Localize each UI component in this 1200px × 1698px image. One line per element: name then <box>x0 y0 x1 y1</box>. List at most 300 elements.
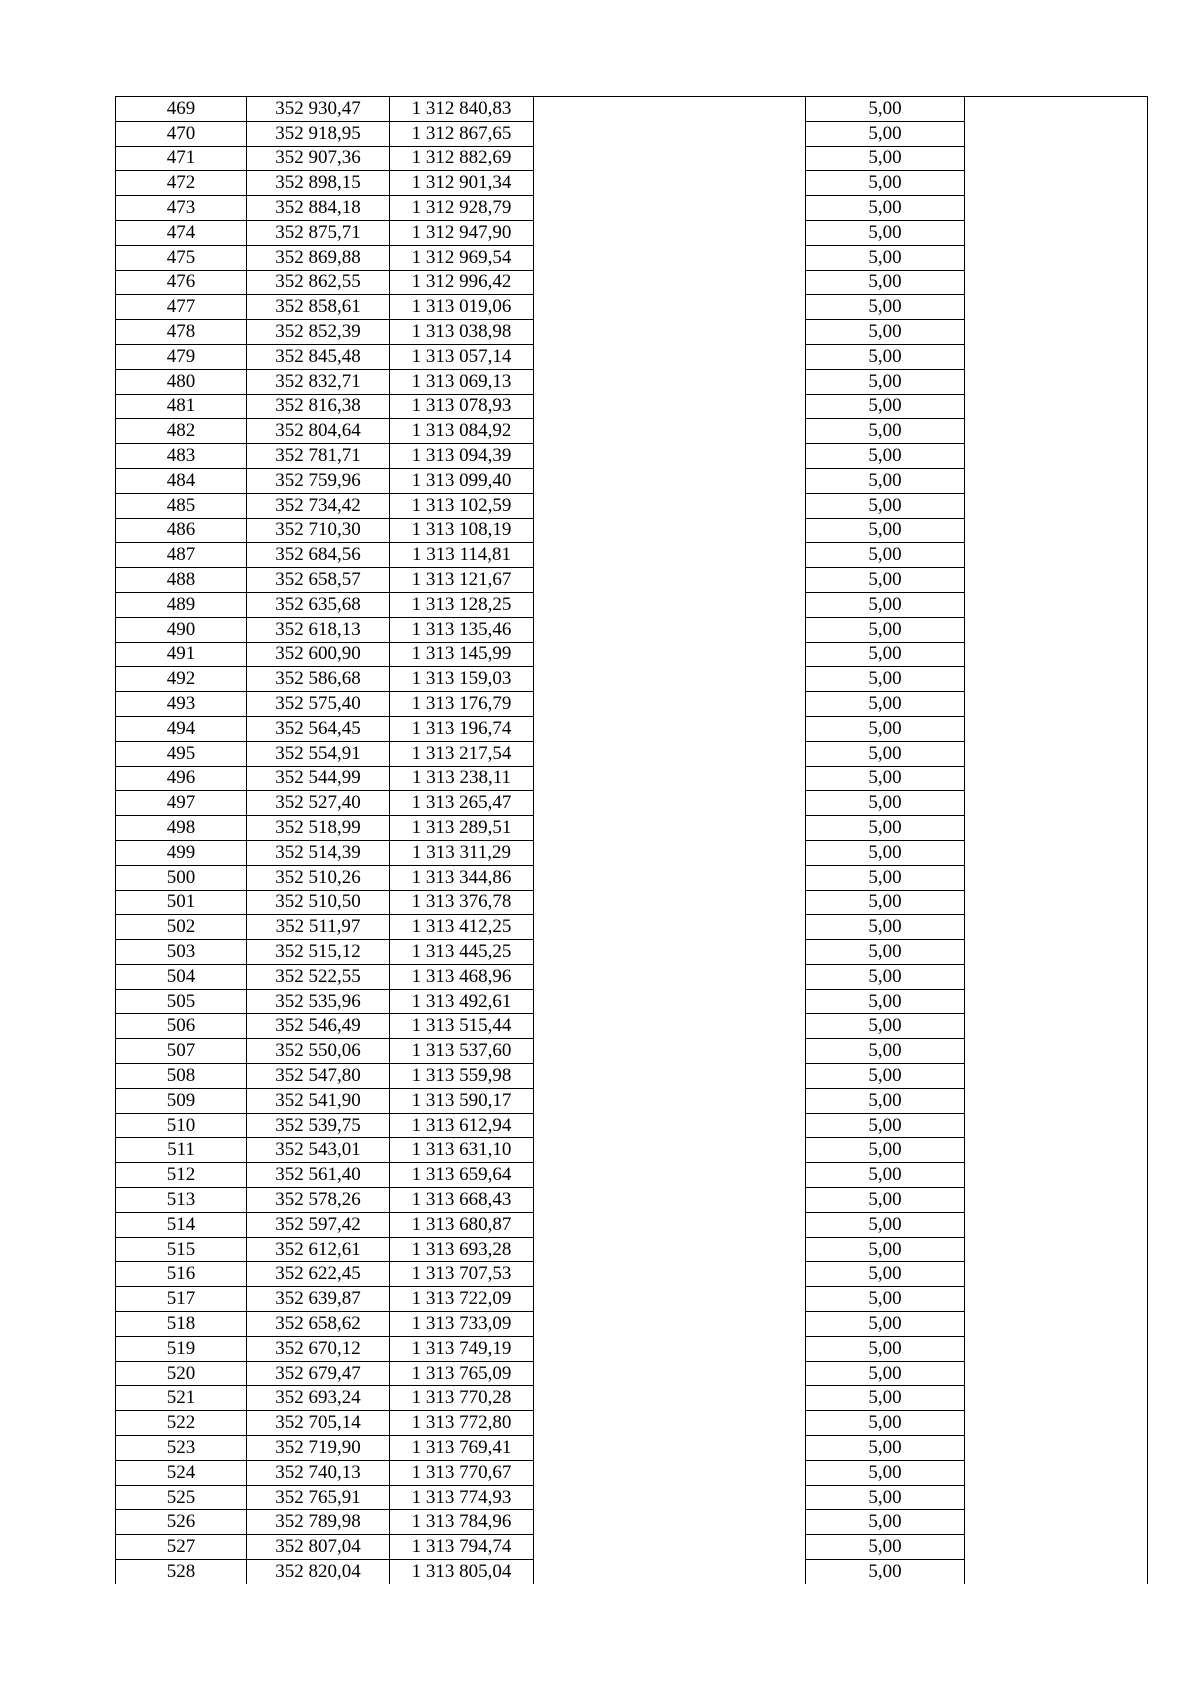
y-coordinate-cell: 1 313 765,09 <box>390 1361 534 1386</box>
distance-cell: 5,00 <box>806 419 965 444</box>
table-row <box>116 1485 1148 1510</box>
point-number-cell: 527 <box>116 1535 247 1560</box>
point-number-cell: 523 <box>116 1436 247 1461</box>
table-row <box>116 171 1148 196</box>
x-coordinate-cell: 352 858,61 <box>247 295 390 320</box>
table-row <box>116 1262 1148 1287</box>
distance-cell: 5,00 <box>806 543 965 568</box>
y-coordinate-cell: 1 313 774,93 <box>390 1485 534 1510</box>
y-coordinate-cell: 1 313 108,19 <box>390 518 534 543</box>
point-number-cell: 503 <box>116 940 247 965</box>
point-number-cell: 511 <box>116 1138 247 1163</box>
y-coordinate-cell: 1 313 311,29 <box>390 840 534 865</box>
table-row <box>116 1287 1148 1312</box>
table-row <box>116 940 1148 965</box>
empty-cell <box>534 989 806 1014</box>
y-coordinate-cell: 1 312 901,34 <box>390 171 534 196</box>
distance-cell: 5,00 <box>806 1535 965 1560</box>
empty-cell <box>965 840 1148 865</box>
table-row <box>116 295 1148 320</box>
distance-cell: 5,00 <box>806 146 965 171</box>
point-number-cell: 485 <box>116 493 247 518</box>
empty-cell <box>965 518 1148 543</box>
table-row <box>116 1014 1148 1039</box>
point-number-cell: 480 <box>116 369 247 394</box>
x-coordinate-cell: 352 600,90 <box>247 642 390 667</box>
empty-cell <box>534 543 806 568</box>
point-number-cell: 498 <box>116 816 247 841</box>
point-number-cell: 508 <box>116 1064 247 1089</box>
table-row <box>116 543 1148 568</box>
distance-cell: 5,00 <box>806 121 965 146</box>
table-row <box>116 1560 1148 1584</box>
y-coordinate-cell: 1 313 057,14 <box>390 344 534 369</box>
x-coordinate-cell: 352 550,06 <box>247 1039 390 1064</box>
y-coordinate-cell: 1 313 492,61 <box>390 989 534 1014</box>
x-coordinate-cell: 352 719,90 <box>247 1436 390 1461</box>
table-row <box>116 915 1148 940</box>
empty-cell <box>534 1436 806 1461</box>
y-coordinate-cell: 1 313 019,06 <box>390 295 534 320</box>
point-number-cell: 488 <box>116 568 247 593</box>
y-coordinate-cell: 1 313 537,60 <box>390 1039 534 1064</box>
empty-cell <box>534 568 806 593</box>
point-number-cell: 513 <box>116 1188 247 1213</box>
x-coordinate-cell: 352 515,12 <box>247 940 390 965</box>
y-coordinate-cell: 1 313 038,98 <box>390 320 534 345</box>
empty-cell <box>965 493 1148 518</box>
y-coordinate-cell: 1 313 344,86 <box>390 865 534 890</box>
empty-cell <box>965 1336 1148 1361</box>
empty-cell <box>965 940 1148 965</box>
x-coordinate-cell: 352 869,88 <box>247 245 390 270</box>
table-row <box>116 592 1148 617</box>
y-coordinate-cell: 1 313 659,64 <box>390 1163 534 1188</box>
table-row <box>116 1039 1148 1064</box>
empty-cell <box>965 568 1148 593</box>
table-row <box>116 245 1148 270</box>
empty-cell <box>534 1287 806 1312</box>
y-coordinate-cell: 1 313 733,09 <box>390 1312 534 1337</box>
point-number-cell: 512 <box>116 1163 247 1188</box>
table-row <box>116 568 1148 593</box>
distance-cell: 5,00 <box>806 1336 965 1361</box>
y-coordinate-cell: 1 313 217,54 <box>390 741 534 766</box>
table-row <box>116 667 1148 692</box>
table-row <box>116 1188 1148 1213</box>
empty-cell <box>534 766 806 791</box>
empty-cell <box>534 1212 806 1237</box>
empty-cell <box>965 1560 1148 1584</box>
distance-cell: 5,00 <box>806 1138 965 1163</box>
empty-cell <box>965 543 1148 568</box>
distance-cell: 5,00 <box>806 97 965 122</box>
x-coordinate-cell: 352 612,61 <box>247 1237 390 1262</box>
empty-cell <box>534 1560 806 1584</box>
x-coordinate-cell: 352 547,80 <box>247 1064 390 1089</box>
x-coordinate-cell: 352 635,68 <box>247 592 390 617</box>
distance-cell: 5,00 <box>806 716 965 741</box>
empty-cell <box>965 1212 1148 1237</box>
table-row <box>116 196 1148 221</box>
y-coordinate-cell: 1 313 078,93 <box>390 394 534 419</box>
x-coordinate-cell: 352 670,12 <box>247 1336 390 1361</box>
x-coordinate-cell: 352 820,04 <box>247 1560 390 1584</box>
point-number-cell: 481 <box>116 394 247 419</box>
empty-cell <box>534 964 806 989</box>
table-row <box>116 692 1148 717</box>
empty-cell <box>534 592 806 617</box>
empty-cell <box>965 716 1148 741</box>
x-coordinate-cell: 352 543,01 <box>247 1138 390 1163</box>
point-number-cell: 496 <box>116 766 247 791</box>
point-number-cell: 489 <box>116 592 247 617</box>
distance-cell: 5,00 <box>806 642 965 667</box>
x-coordinate-cell: 352 740,13 <box>247 1460 390 1485</box>
distance-cell: 5,00 <box>806 1088 965 1113</box>
empty-cell <box>965 741 1148 766</box>
empty-cell <box>534 419 806 444</box>
empty-cell <box>534 1113 806 1138</box>
table-row <box>116 1386 1148 1411</box>
distance-cell: 5,00 <box>806 816 965 841</box>
x-coordinate-cell: 352 845,48 <box>247 344 390 369</box>
empty-cell <box>965 1138 1148 1163</box>
empty-cell <box>534 840 806 865</box>
x-coordinate-cell: 352 586,68 <box>247 667 390 692</box>
point-number-cell: 484 <box>116 468 247 493</box>
y-coordinate-cell: 1 313 722,09 <box>390 1287 534 1312</box>
y-coordinate-cell: 1 313 612,94 <box>390 1113 534 1138</box>
empty-cell <box>965 642 1148 667</box>
empty-cell <box>534 692 806 717</box>
y-coordinate-cell: 1 313 099,40 <box>390 468 534 493</box>
empty-cell <box>965 890 1148 915</box>
empty-cell <box>965 1386 1148 1411</box>
table-row <box>116 97 1148 122</box>
empty-cell <box>534 320 806 345</box>
table-row <box>116 220 1148 245</box>
empty-cell <box>534 1188 806 1213</box>
distance-cell: 5,00 <box>806 1237 965 1262</box>
table-row <box>116 816 1148 841</box>
y-coordinate-cell: 1 313 680,87 <box>390 1212 534 1237</box>
point-number-cell: 510 <box>116 1113 247 1138</box>
x-coordinate-cell: 352 875,71 <box>247 220 390 245</box>
x-coordinate-cell: 352 907,36 <box>247 146 390 171</box>
point-number-cell: 504 <box>116 964 247 989</box>
table-row <box>116 1411 1148 1436</box>
empty-cell <box>534 741 806 766</box>
empty-cell <box>534 1237 806 1262</box>
y-coordinate-cell: 1 313 114,81 <box>390 543 534 568</box>
empty-cell <box>965 791 1148 816</box>
empty-cell <box>965 121 1148 146</box>
empty-cell <box>534 617 806 642</box>
point-number-cell: 499 <box>116 840 247 865</box>
coordinates-table-body <box>116 97 1148 1584</box>
empty-cell <box>534 1039 806 1064</box>
distance-cell: 5,00 <box>806 890 965 915</box>
distance-cell: 5,00 <box>806 1163 965 1188</box>
empty-cell <box>534 1336 806 1361</box>
empty-cell <box>534 1510 806 1535</box>
y-coordinate-cell: 1 313 805,04 <box>390 1560 534 1584</box>
empty-cell <box>534 295 806 320</box>
empty-cell <box>965 915 1148 940</box>
empty-cell <box>965 171 1148 196</box>
table-row <box>116 741 1148 766</box>
distance-cell: 5,00 <box>806 518 965 543</box>
empty-cell <box>965 295 1148 320</box>
x-coordinate-cell: 352 918,95 <box>247 121 390 146</box>
x-coordinate-cell: 352 930,47 <box>247 97 390 122</box>
distance-cell: 5,00 <box>806 1510 965 1535</box>
x-coordinate-cell: 352 518,99 <box>247 816 390 841</box>
point-number-cell: 509 <box>116 1088 247 1113</box>
empty-cell <box>965 667 1148 692</box>
x-coordinate-cell: 352 807,04 <box>247 1535 390 1560</box>
point-number-cell: 506 <box>116 1014 247 1039</box>
empty-cell <box>965 196 1148 221</box>
point-number-cell: 472 <box>116 171 247 196</box>
y-coordinate-cell: 1 313 176,79 <box>390 692 534 717</box>
y-coordinate-cell: 1 313 668,43 <box>390 1188 534 1213</box>
y-coordinate-cell: 1 313 102,59 <box>390 493 534 518</box>
empty-cell <box>534 518 806 543</box>
point-number-cell: 492 <box>116 667 247 692</box>
y-coordinate-cell: 1 313 094,39 <box>390 444 534 469</box>
empty-cell <box>534 642 806 667</box>
empty-cell <box>965 1485 1148 1510</box>
point-number-cell: 516 <box>116 1262 247 1287</box>
point-number-cell: 477 <box>116 295 247 320</box>
empty-cell <box>534 1262 806 1287</box>
point-number-cell: 526 <box>116 1510 247 1535</box>
distance-cell: 5,00 <box>806 915 965 940</box>
empty-cell <box>965 369 1148 394</box>
y-coordinate-cell: 1 313 128,25 <box>390 592 534 617</box>
distance-cell: 5,00 <box>806 1014 965 1039</box>
point-number-cell: 515 <box>116 1237 247 1262</box>
table-row <box>116 468 1148 493</box>
point-number-cell: 505 <box>116 989 247 1014</box>
table-row <box>116 146 1148 171</box>
table-row <box>116 1336 1148 1361</box>
distance-cell: 5,00 <box>806 295 965 320</box>
distance-cell: 5,00 <box>806 1411 965 1436</box>
table-row <box>116 865 1148 890</box>
point-number-cell: 528 <box>116 1560 247 1584</box>
y-coordinate-cell: 1 313 770,28 <box>390 1386 534 1411</box>
x-coordinate-cell: 352 765,91 <box>247 1485 390 1510</box>
point-number-cell: 476 <box>116 270 247 295</box>
empty-cell <box>965 1163 1148 1188</box>
table-row <box>116 890 1148 915</box>
y-coordinate-cell: 1 313 749,19 <box>390 1336 534 1361</box>
empty-cell <box>965 394 1148 419</box>
table-row <box>116 1237 1148 1262</box>
y-coordinate-cell: 1 313 590,17 <box>390 1088 534 1113</box>
distance-cell: 5,00 <box>806 592 965 617</box>
table-row <box>116 419 1148 444</box>
distance-cell: 5,00 <box>806 1436 965 1461</box>
table-row <box>116 369 1148 394</box>
empty-cell <box>965 320 1148 345</box>
y-coordinate-cell: 1 313 135,46 <box>390 617 534 642</box>
point-number-cell: 502 <box>116 915 247 940</box>
table-row <box>116 1535 1148 1560</box>
point-number-cell: 522 <box>116 1411 247 1436</box>
point-number-cell: 483 <box>116 444 247 469</box>
x-coordinate-cell: 352 862,55 <box>247 270 390 295</box>
empty-cell <box>534 890 806 915</box>
x-coordinate-cell: 352 781,71 <box>247 444 390 469</box>
empty-cell <box>965 1411 1148 1436</box>
point-number-cell: 470 <box>116 121 247 146</box>
distance-cell: 5,00 <box>806 1212 965 1237</box>
y-coordinate-cell: 1 313 412,25 <box>390 915 534 940</box>
empty-cell <box>965 468 1148 493</box>
empty-cell <box>534 667 806 692</box>
distance-cell: 5,00 <box>806 667 965 692</box>
empty-cell <box>534 1312 806 1337</box>
distance-cell: 5,00 <box>806 444 965 469</box>
empty-cell <box>534 1163 806 1188</box>
empty-cell <box>534 270 806 295</box>
x-coordinate-cell: 352 898,15 <box>247 171 390 196</box>
empty-cell <box>534 816 806 841</box>
distance-cell: 5,00 <box>806 1560 965 1584</box>
x-coordinate-cell: 352 693,24 <box>247 1386 390 1411</box>
empty-cell <box>534 196 806 221</box>
table-row <box>116 642 1148 667</box>
table-row <box>116 1088 1148 1113</box>
table-row <box>116 1138 1148 1163</box>
y-coordinate-cell: 1 313 238,11 <box>390 766 534 791</box>
empty-cell <box>965 1188 1148 1213</box>
empty-cell <box>534 245 806 270</box>
point-number-cell: 486 <box>116 518 247 543</box>
x-coordinate-cell: 352 684,56 <box>247 543 390 568</box>
point-number-cell: 475 <box>116 245 247 270</box>
table-row <box>116 964 1148 989</box>
empty-cell <box>534 220 806 245</box>
distance-cell: 5,00 <box>806 270 965 295</box>
empty-cell <box>965 245 1148 270</box>
distance-cell: 5,00 <box>806 1361 965 1386</box>
y-coordinate-cell: 1 313 559,98 <box>390 1064 534 1089</box>
point-number-cell: 478 <box>116 320 247 345</box>
empty-cell <box>965 1510 1148 1535</box>
empty-cell <box>534 1088 806 1113</box>
point-number-cell: 471 <box>116 146 247 171</box>
empty-cell <box>534 121 806 146</box>
x-coordinate-cell: 352 544,99 <box>247 766 390 791</box>
y-coordinate-cell: 1 313 631,10 <box>390 1138 534 1163</box>
point-number-cell: 525 <box>116 1485 247 1510</box>
point-number-cell: 474 <box>116 220 247 245</box>
empty-cell <box>965 146 1148 171</box>
point-number-cell: 497 <box>116 791 247 816</box>
y-coordinate-cell: 1 312 867,65 <box>390 121 534 146</box>
empty-cell <box>534 1138 806 1163</box>
x-coordinate-cell: 352 510,50 <box>247 890 390 915</box>
distance-cell: 5,00 <box>806 369 965 394</box>
table-row <box>116 1064 1148 1089</box>
empty-cell <box>534 97 806 122</box>
x-coordinate-cell: 352 514,39 <box>247 840 390 865</box>
point-number-cell: 520 <box>116 1361 247 1386</box>
point-number-cell: 517 <box>116 1287 247 1312</box>
x-coordinate-cell: 352 510,26 <box>247 865 390 890</box>
distance-cell: 5,00 <box>806 964 965 989</box>
empty-cell <box>965 97 1148 122</box>
empty-cell <box>965 617 1148 642</box>
table-row <box>116 444 1148 469</box>
empty-cell <box>534 146 806 171</box>
table-row <box>116 1212 1148 1237</box>
distance-cell: 5,00 <box>806 1485 965 1510</box>
distance-cell: 5,00 <box>806 1287 965 1312</box>
table-row <box>116 394 1148 419</box>
empty-cell <box>965 1436 1148 1461</box>
empty-cell <box>965 419 1148 444</box>
empty-cell <box>965 444 1148 469</box>
point-number-cell: 469 <box>116 97 247 122</box>
table-row <box>116 766 1148 791</box>
point-number-cell: 493 <box>116 692 247 717</box>
x-coordinate-cell: 352 618,13 <box>247 617 390 642</box>
x-coordinate-cell: 352 541,90 <box>247 1088 390 1113</box>
x-coordinate-cell: 352 734,42 <box>247 493 390 518</box>
y-coordinate-cell: 1 312 840,83 <box>390 97 534 122</box>
empty-cell <box>965 1064 1148 1089</box>
distance-cell: 5,00 <box>806 692 965 717</box>
empty-cell <box>534 171 806 196</box>
distance-cell: 5,00 <box>806 171 965 196</box>
y-coordinate-cell: 1 312 882,69 <box>390 146 534 171</box>
x-coordinate-cell: 352 679,47 <box>247 1361 390 1386</box>
x-coordinate-cell: 352 535,96 <box>247 989 390 1014</box>
empty-cell <box>534 791 806 816</box>
distance-cell: 5,00 <box>806 840 965 865</box>
x-coordinate-cell: 352 832,71 <box>247 369 390 394</box>
empty-cell <box>965 1361 1148 1386</box>
table-row <box>116 1460 1148 1485</box>
distance-cell: 5,00 <box>806 220 965 245</box>
x-coordinate-cell: 352 789,98 <box>247 1510 390 1535</box>
empty-cell <box>534 1411 806 1436</box>
empty-cell <box>534 865 806 890</box>
empty-cell <box>965 1113 1148 1138</box>
empty-cell <box>534 394 806 419</box>
point-number-cell: 501 <box>116 890 247 915</box>
x-coordinate-cell: 352 884,18 <box>247 196 390 221</box>
empty-cell <box>534 915 806 940</box>
table-row <box>116 518 1148 543</box>
distance-cell: 5,00 <box>806 1113 965 1138</box>
point-number-cell: 473 <box>116 196 247 221</box>
point-number-cell: 500 <box>116 865 247 890</box>
x-coordinate-cell: 352 639,87 <box>247 1287 390 1312</box>
empty-cell <box>534 1460 806 1485</box>
empty-cell <box>965 1312 1148 1337</box>
empty-cell <box>534 344 806 369</box>
empty-cell <box>965 344 1148 369</box>
empty-cell <box>965 592 1148 617</box>
empty-cell <box>965 1287 1148 1312</box>
